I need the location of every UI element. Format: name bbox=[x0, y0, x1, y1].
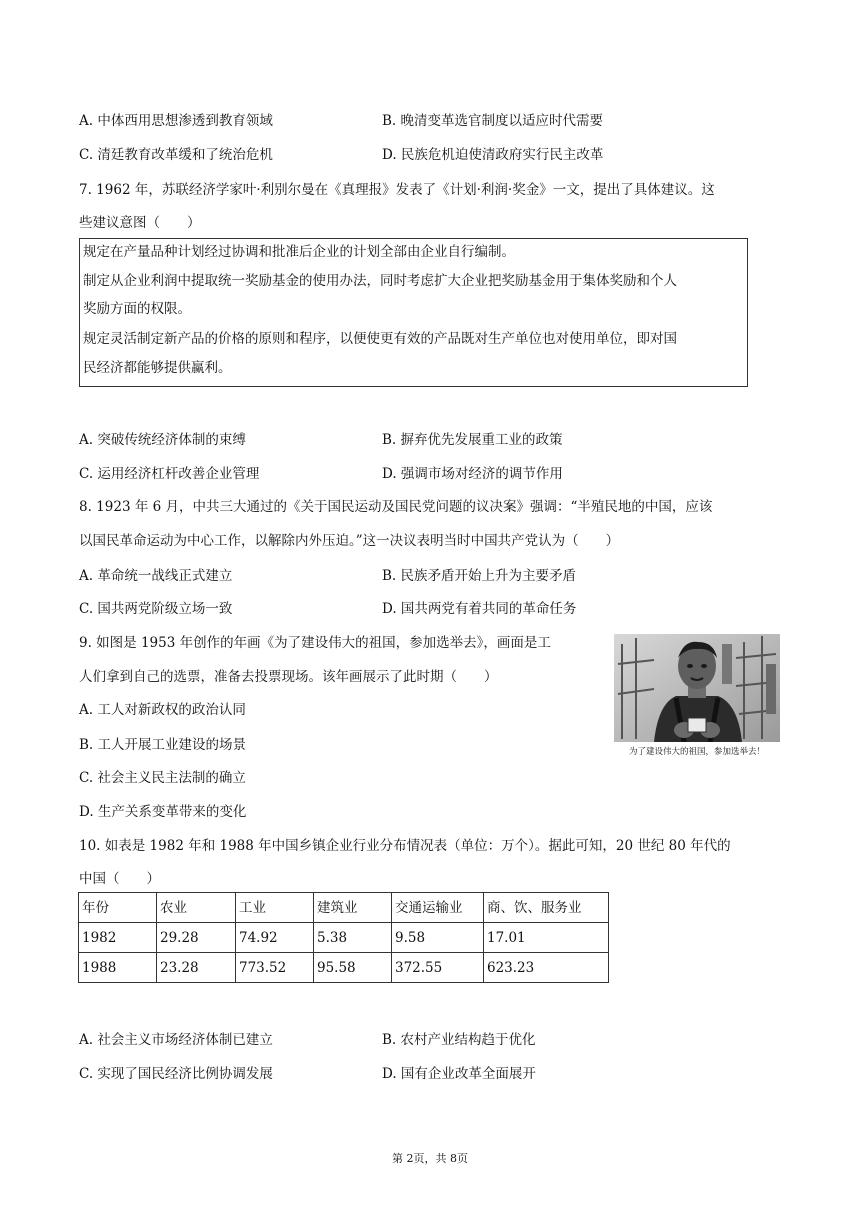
q8-option-a: A. 革命统一战线正式建立 bbox=[79, 568, 233, 584]
q6-option-c: C. 清廷教育改革缓和了统治危机 bbox=[79, 147, 273, 163]
table-header-cell: 建筑业 bbox=[314, 893, 392, 923]
q9-option-c: C. 社会主义民主法制的确立 bbox=[79, 770, 246, 786]
table-cell: 95.58 bbox=[314, 953, 392, 983]
q7-quote-line: 规定灵活制定新产品的价格的原则和程序，以便使更有效的产品既对生产单位也对使用单位，即对国 bbox=[83, 331, 677, 347]
q7-quote-line: 奖励方面的权限。 bbox=[83, 301, 191, 317]
painting-caption: 为了建设伟大的祖国，参加选举去！ bbox=[628, 747, 766, 757]
table-header-cell: 工业 bbox=[236, 893, 314, 923]
q8-stem-line2: 以国民革命运动为中心工作，以解除内外压迫。”这一决议表明当时中国共产党认为（ ） bbox=[79, 533, 620, 549]
q6-option-b: B. 晚清变革选官制度以适应时代需要 bbox=[382, 113, 604, 129]
q10-option-a: A. 社会主义市场经济体制已建立 bbox=[79, 1032, 273, 1048]
q6-option-a: A. 中体西用思想渗透到教育领域 bbox=[79, 113, 273, 129]
new-year-painting-image bbox=[614, 634, 780, 758]
table-cell: 623.23 bbox=[484, 953, 609, 983]
table-row bbox=[79, 953, 609, 983]
table-cell: 1988 bbox=[79, 953, 157, 983]
q10-option-c: C. 实现了国民经济比例协调发展 bbox=[79, 1066, 273, 1082]
q6-option-d: D. 民族危机迫使清政府实行民主改革 bbox=[382, 147, 604, 163]
q8-option-d: D. 国共两党有着共同的革命任务 bbox=[382, 601, 577, 617]
table-cell: 23.28 bbox=[157, 953, 236, 983]
q7-stem-line2: 些建议意图（ ） bbox=[79, 215, 201, 231]
table-header-row bbox=[79, 893, 609, 923]
q7-quote-line: 民经济都能够提供赢利。 bbox=[83, 360, 232, 376]
page-footer: 第 2页，共 8页 bbox=[392, 1152, 468, 1165]
q7-option-b: B. 摒弃优先发展重工业的政策 bbox=[382, 432, 563, 448]
table-row bbox=[79, 923, 609, 953]
worker-portrait-illustration bbox=[614, 634, 780, 758]
q9-option-a: A. 工人对新政权的政治认同 bbox=[79, 702, 246, 718]
q7-option-a: A. 突破传统经济体制的束缚 bbox=[79, 432, 246, 448]
q7-stem-line1: 7. 1962 年，苏联经济学家叶·利别尔曼在《真理报》发表了《计划·利润·奖金》一文，提出了具体建议。这 bbox=[79, 182, 715, 198]
township-enterprise-table bbox=[78, 892, 609, 983]
q9-stem-line2: 人们拿到自己的选票，准备去投票现场。该年画展示了此时期（ ） bbox=[79, 669, 498, 685]
q8-option-c: C. 国共两党阶级立场一致 bbox=[79, 601, 233, 617]
table-header-cell: 交通运输业 bbox=[392, 893, 484, 923]
table-cell: 773.52 bbox=[236, 953, 314, 983]
q10-stem-line2: 中国（ ） bbox=[79, 871, 160, 887]
q7-quote-line: 规定在产量品种计划经过协调和批准后企业的计划全部由企业自行编制。 bbox=[83, 244, 515, 260]
q7-quote-line: 制定从企业利润中提取统一奖励基金的使用办法，同时考虑扩大企业把奖励基金用于集体奖励和个人 bbox=[83, 273, 677, 289]
table-header-cell: 年份 bbox=[79, 893, 157, 923]
table-cell: 74.92 bbox=[236, 923, 314, 953]
table-cell: 9.58 bbox=[392, 923, 484, 953]
q9-option-b: B. 工人开展工业建设的场景 bbox=[79, 737, 247, 753]
table-header-cell: 农业 bbox=[157, 893, 236, 923]
q9-stem-line1: 9. 如图是 1953 年创作的年画《为了建设伟大的祖国，参加选举去》，画面是工 bbox=[79, 635, 551, 651]
q7-quote-box bbox=[79, 238, 748, 387]
q9-option-d: D. 生产关系变革带来的变化 bbox=[79, 804, 247, 820]
table-cell: 372.55 bbox=[392, 953, 484, 983]
q8-stem-line1: 8. 1923 年 6 月，中共三大通过的《关于国民运动及国民党问题的议决案》强调：“半殖民地的中国，应该 bbox=[79, 499, 713, 515]
table-cell: 5.38 bbox=[314, 923, 392, 953]
q8-option-b: B. 民族矛盾开始上升为主要矛盾 bbox=[382, 568, 577, 584]
q10-stem-line1: 10. 如表是 1982 年和 1988 年中国乡镇企业行业分布情况表（单位：万个）。据此可知，20 世纪 80 年代的 bbox=[79, 838, 731, 854]
table-cell: 17.01 bbox=[484, 923, 609, 953]
table-header-cell: 商、饮、服务业 bbox=[484, 893, 609, 923]
q7-option-c: C. 运用经济杠杆改善企业管理 bbox=[79, 466, 260, 482]
table-cell: 1982 bbox=[79, 923, 157, 953]
q10-option-d: D. 国有企业改革全面展开 bbox=[382, 1066, 536, 1082]
table-cell: 29.28 bbox=[157, 923, 236, 953]
q7-option-d: D. 强调市场对经济的调节作用 bbox=[382, 466, 563, 482]
q10-option-b: B. 农村产业结构趋于优化 bbox=[382, 1032, 536, 1048]
